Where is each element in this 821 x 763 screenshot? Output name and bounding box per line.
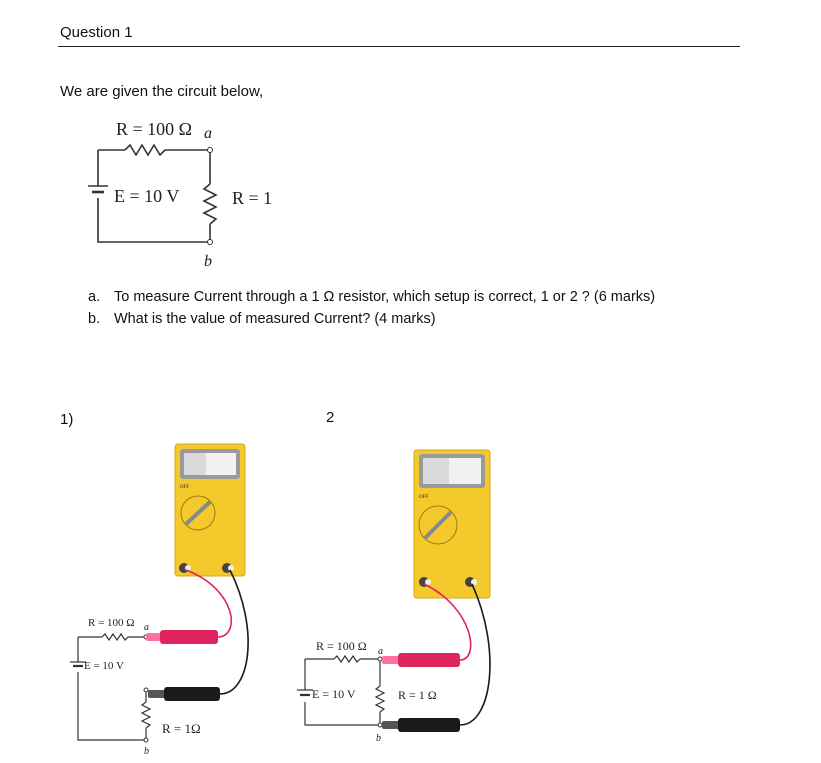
setup-2-diagram — [290, 440, 530, 750]
setup-2-r-right-label: R = 1 Ω — [398, 688, 437, 702]
setup-1-r-bottom-label: R = 1Ω — [162, 721, 201, 736]
setup-2-r-top-label: R = 100 Ω — [316, 639, 367, 653]
question-b-text: What is the value of measured Current? (4 marks) — [114, 311, 436, 327]
main-node-b-label: b — [204, 253, 212, 270]
multimeter-2 — [414, 450, 490, 598]
setup-2-node-a: a — [378, 646, 383, 657]
question-b — [88, 311, 436, 327]
setup-1-node-a: a — [144, 622, 149, 633]
heading-divider — [58, 46, 740, 47]
meter-1-off-label: OFF — [180, 485, 190, 490]
question-heading: Question 1 — [60, 24, 133, 41]
question-b-label: b. — [88, 311, 101, 327]
main-r-right-label: R = 1 — [232, 188, 273, 208]
setup-2-source-label: E = 10 V — [312, 687, 356, 701]
intro-text: We are given the circuit below, — [60, 83, 264, 100]
setup-1-label: 1) — [60, 411, 74, 428]
main-source-label: E = 10 V — [114, 186, 180, 206]
multimeter-1 — [175, 444, 245, 576]
main-node-a-label: a — [204, 125, 212, 142]
red-probe-1[interactable] — [146, 570, 231, 644]
setup-1-source-label: E = 10 V — [84, 660, 124, 672]
setup-1-diagram — [60, 440, 310, 760]
setup-2-node-b: b — [376, 733, 381, 744]
question-a-label: a. — [88, 289, 101, 305]
setup-1-node-b: b — [144, 746, 149, 757]
main-circuit-diagram — [80, 108, 300, 273]
question-a-text: To measure Current through a 1 Ω resistor, which setup is correct, 1 or 2 ? (6 marks) — [114, 289, 656, 305]
meter-2-off-label: OFF — [419, 495, 429, 500]
setup-2-label: 2 — [326, 409, 335, 426]
question-a — [88, 289, 655, 305]
setup-1-r-top-label: R = 100 Ω — [88, 617, 135, 629]
main-r-top-label: R = 100 Ω — [116, 119, 193, 139]
